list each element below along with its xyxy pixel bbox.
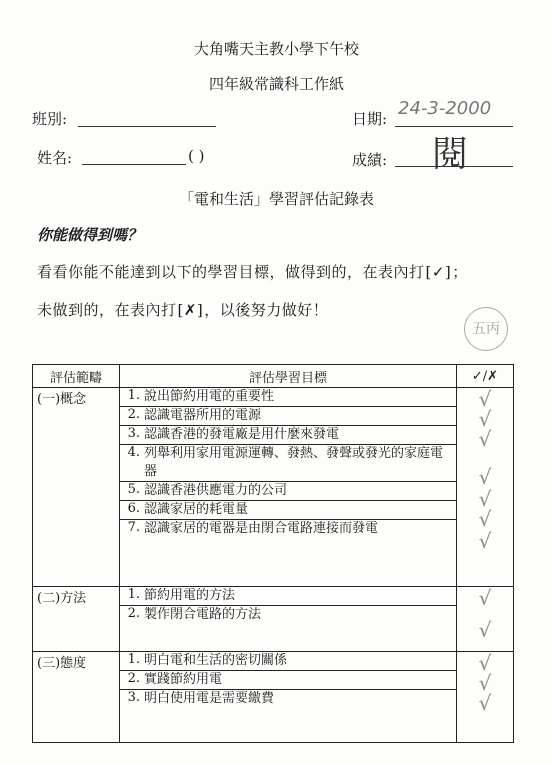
- teacher-stamp: 五丙: [464, 307, 508, 351]
- grade-label: 成績:: [352, 151, 388, 169]
- mark-cell: [457, 587, 514, 652]
- item-number: 1.: [127, 388, 140, 403]
- check-mark[interactable]: √: [478, 387, 492, 411]
- record-title: 「電和生活」學習評估記錄表: [178, 190, 374, 208]
- objectives-cell: [120, 652, 457, 743]
- check-mark[interactable]: √: [478, 691, 492, 715]
- item-text: 認識電器所用的電源: [144, 408, 262, 423]
- check-mark[interactable]: √: [478, 618, 492, 642]
- date-value: 24-3-2000: [398, 98, 492, 119]
- name-label: 姓名:: [37, 149, 73, 167]
- instruction-line-2: [37, 299, 328, 320]
- school-name: 大角嘴天主教小學下午校: [193, 40, 359, 58]
- item-number: 2.: [127, 407, 140, 422]
- item-number: 3.: [127, 690, 140, 705]
- section-attitude: [33, 652, 514, 743]
- question-heading: 你能做得到嗎？: [37, 226, 143, 244]
- check-mark[interactable]: √: [478, 529, 492, 553]
- item-text: 實踐節約用電: [144, 672, 223, 687]
- item-text: 明白使用電是需要繳費: [144, 691, 275, 706]
- date-label: 日期:: [352, 110, 388, 128]
- class-number-bracket: ( ): [188, 147, 205, 165]
- item-number: 2.: [127, 606, 140, 621]
- assessment-table: [32, 364, 514, 743]
- table-row: [120, 482, 456, 501]
- item-number: 2.: [127, 671, 140, 686]
- table-row: [120, 501, 456, 520]
- class-field[interactable]: [78, 126, 216, 127]
- item-number: 4.: [127, 445, 140, 460]
- name-field[interactable]: [82, 164, 186, 165]
- grade-value: 閱: [432, 134, 469, 175]
- check-mark[interactable]: √: [478, 407, 492, 431]
- section-name: (一)概念: [33, 388, 120, 587]
- table-row: [120, 671, 456, 690]
- table-row: [120, 606, 456, 624]
- check-mark[interactable]: √: [478, 586, 492, 610]
- objectives-cell: [120, 587, 457, 652]
- item-number: 1.: [127, 587, 140, 602]
- check-mark[interactable]: √: [478, 671, 492, 695]
- item-text: 節約用電的方法: [144, 588, 236, 603]
- instruction-end-2: ，以後努力做好！: [204, 301, 329, 319]
- mark-cell: [457, 652, 514, 743]
- item-number: 6.: [127, 501, 140, 516]
- item-number: 1.: [127, 652, 140, 667]
- table-row: [120, 445, 456, 482]
- table-row: [120, 407, 456, 426]
- instruction-text-2: 未做到的，在表內打: [37, 301, 177, 319]
- item-text: 製作閉合電路的方法: [144, 607, 262, 622]
- item-text: 認識香港供應電力的公司: [144, 483, 288, 498]
- section-concept: [33, 388, 514, 587]
- tick-mark-example: [✓]: [425, 263, 452, 281]
- check-mark[interactable]: √: [478, 507, 492, 531]
- table-row: [120, 388, 456, 407]
- header-mark: ✓/✗: [457, 365, 514, 388]
- class-label: 班別:: [32, 110, 68, 128]
- table-row: [120, 520, 456, 538]
- item-number: 5.: [127, 482, 140, 497]
- check-mark[interactable]: √: [478, 465, 492, 489]
- worksheet-title: 四年級常識科工作紙: [208, 75, 344, 93]
- item-text: 列舉利用家用電源運轉、發熱、發聲或發光的家庭電器: [144, 446, 444, 479]
- section-method: [33, 587, 514, 652]
- check-mark[interactable]: √: [478, 487, 492, 511]
- table-row: [120, 426, 456, 445]
- item-number: 7.: [127, 520, 140, 535]
- table-row: [120, 652, 456, 671]
- check-mark[interactable]: √: [478, 651, 492, 675]
- section-name: (三)態度: [33, 652, 120, 743]
- item-text: 明白電和生活的密切關係: [144, 653, 288, 668]
- grade-field[interactable]: [395, 166, 513, 167]
- instruction-text-1: 看看你能不能達到以下的學習目標，做得到的，在表內打: [37, 263, 425, 281]
- check-mark[interactable]: √: [478, 427, 492, 451]
- table-row: [120, 587, 456, 606]
- item-text: 認識家居的電器是由閉合電路連接而發電: [144, 521, 379, 536]
- item-number: 3.: [127, 426, 140, 441]
- item-text: 認識家居的耗電量: [144, 502, 249, 517]
- table-row: [120, 690, 456, 708]
- item-text: 認識香港的發電廠是用什麼來發電: [144, 427, 340, 442]
- section-name: (二)方法: [33, 587, 120, 652]
- cross-mark-example: [✗]: [177, 301, 204, 319]
- item-text: 說出節約用電的重要性: [144, 389, 275, 404]
- instruction-line-1: [37, 261, 468, 282]
- header-objectives: 評估學習目標: [120, 365, 457, 388]
- instruction-end-1: ；: [452, 263, 468, 281]
- objectives-cell: [120, 388, 457, 587]
- mark-cell: [457, 388, 514, 587]
- table-header-row: [33, 365, 514, 388]
- header-scope: 評估範疇: [33, 365, 120, 388]
